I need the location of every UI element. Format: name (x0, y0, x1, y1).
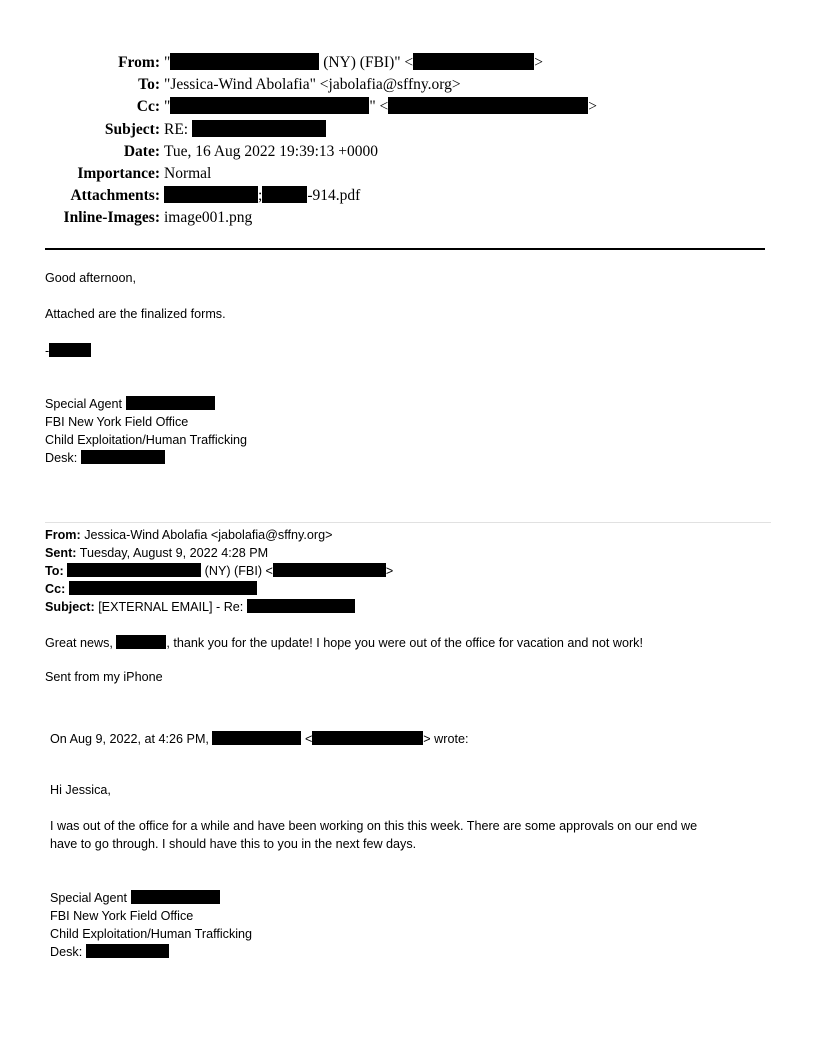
header-subject-row (0, 119, 816, 141)
from-open-quote: " (164, 54, 171, 71)
fwd-to-label: To: (45, 564, 64, 578)
redaction-box (170, 53, 319, 70)
cc-mid-text: " < (369, 98, 389, 116)
fwd-to-row (45, 563, 393, 579)
quoted-sig-unit: Child Exploitation/Human Trafficking (50, 927, 253, 941)
redaction-box (413, 53, 534, 70)
header-inline-images-value: image001.png (164, 209, 253, 227)
redaction-box (192, 120, 326, 137)
redaction-box (247, 599, 355, 613)
quoted-attribution (50, 731, 468, 747)
redaction-box (273, 563, 386, 577)
reply-sign-off (45, 343, 91, 359)
reply-sig-unit: Child Exploitation/Human Trafficking (45, 433, 248, 447)
reply-sig-desk (45, 450, 165, 466)
header-attachments-label: Attachments: (70, 187, 160, 205)
subject-prefix: RE: (164, 120, 189, 138)
redaction-box (170, 97, 369, 114)
forward-separator (45, 522, 771, 523)
header-from-row (0, 52, 816, 74)
reply-line: Attached are the finalized forms. (45, 307, 226, 321)
quoted-on-post: > wrote: (423, 732, 469, 746)
quoted-sig-title (50, 890, 220, 906)
header-cc-row (0, 96, 816, 118)
fwd-body-line (45, 635, 643, 651)
fwd-cc-label: Cc: (45, 582, 66, 596)
header-divider (45, 248, 765, 250)
from-mid-text: (NY) (FBI)" < (323, 54, 414, 71)
header-subject-value (164, 119, 326, 141)
header-to-value: "Jessica-Wind Abolafia" <jabolafia@sffny.org> (164, 76, 461, 94)
cc-open-quote: " (164, 98, 171, 116)
fwd-sent-from: Sent from my iPhone (45, 670, 163, 684)
header-attachments-value (164, 185, 360, 207)
attachment-filename-suffix: -914.pdf (307, 187, 361, 205)
reply-sig-title (45, 396, 215, 412)
quoted-paragraph-line-1: I was out of the office for a while and have been working on this this week. There are some approvals on our end we (50, 819, 698, 833)
fwd-sent-label: Sent: (45, 546, 77, 560)
fwd-sent-row (45, 545, 268, 561)
fwd-from-value: Jessica-Wind Abolafia <jabolafia@sffny.org> (84, 528, 333, 542)
fwd-sent-value: Tuesday, August 9, 2022 4:28 PM (79, 546, 269, 560)
header-cc-value (164, 96, 597, 118)
email-header (0, 52, 816, 230)
quoted-sig-desk (50, 944, 169, 960)
header-to-label: To: (138, 76, 160, 94)
from-close-text: > (534, 54, 543, 71)
redaction-box (131, 890, 220, 904)
fwd-cc-row (45, 581, 257, 597)
quoted-sig-desk-text: Desk: (50, 945, 83, 959)
reply-greeting: Good afternoon, (45, 271, 137, 285)
redaction-box (49, 343, 91, 357)
quoted-on-mid: < (304, 732, 313, 746)
redaction-box (67, 563, 201, 577)
fwd-from-row (45, 527, 332, 543)
header-cc-label: Cc: (136, 98, 160, 116)
header-inline-images-label: Inline-Images: (63, 209, 160, 227)
quoted-sig-title-text: Special Agent (50, 891, 128, 905)
redaction-box (81, 450, 165, 464)
redaction-box (164, 186, 258, 203)
header-to-row (0, 74, 816, 96)
cc-close-text: > (588, 98, 598, 116)
fwd-body-post: , thank you for the update! I hope you were out of the office for vacation and not work! (166, 636, 643, 650)
fwd-to-mid: (NY) (FBI) < (204, 564, 273, 578)
quoted-sig-office: FBI New York Field Office (50, 909, 194, 923)
header-importance-row (0, 163, 816, 185)
quoted-greeting: Hi Jessica, (50, 783, 111, 797)
redaction-box (69, 581, 257, 595)
fwd-subject-label: Subject: (45, 600, 95, 614)
header-importance-value: Normal (164, 164, 212, 182)
fwd-from-label: From: (45, 528, 81, 542)
fwd-to-close: > (385, 564, 394, 578)
sign-dash: - (45, 344, 50, 358)
quoted-on-pre: On Aug 9, 2022, at 4:26 PM, (50, 732, 209, 746)
redaction-box (212, 731, 301, 745)
redaction-box (116, 635, 166, 649)
header-from-label: From: (118, 54, 160, 71)
sig-title-text: Special Agent (45, 397, 123, 411)
attachments-separator: ; (258, 187, 263, 205)
fwd-body-pre: Great news, (45, 636, 113, 650)
fwd-subject-row (45, 599, 355, 615)
header-date-row (0, 141, 816, 163)
header-attachments-row (0, 185, 816, 207)
header-date-value: Tue, 16 Aug 2022 19:39:13 +0000 (164, 142, 378, 160)
reply-sig-office: FBI New York Field Office (45, 415, 189, 429)
redaction-box (126, 396, 215, 410)
redaction-box (262, 186, 307, 203)
header-inline-images-row (0, 207, 816, 229)
header-from-value (164, 52, 543, 74)
header-subject-label: Subject: (104, 120, 160, 138)
fwd-subject-prefix: [EXTERNAL EMAIL] - Re: (98, 600, 244, 614)
redaction-box (86, 944, 169, 958)
quoted-paragraph-line-2: have to go through. I should have this to you in the next few days. (50, 837, 417, 851)
redaction-box (388, 97, 588, 114)
redaction-box (312, 731, 423, 745)
sig-desk-text: Desk: (45, 451, 78, 465)
header-importance-label: Importance: (77, 164, 160, 182)
header-date-label: Date: (123, 142, 160, 160)
